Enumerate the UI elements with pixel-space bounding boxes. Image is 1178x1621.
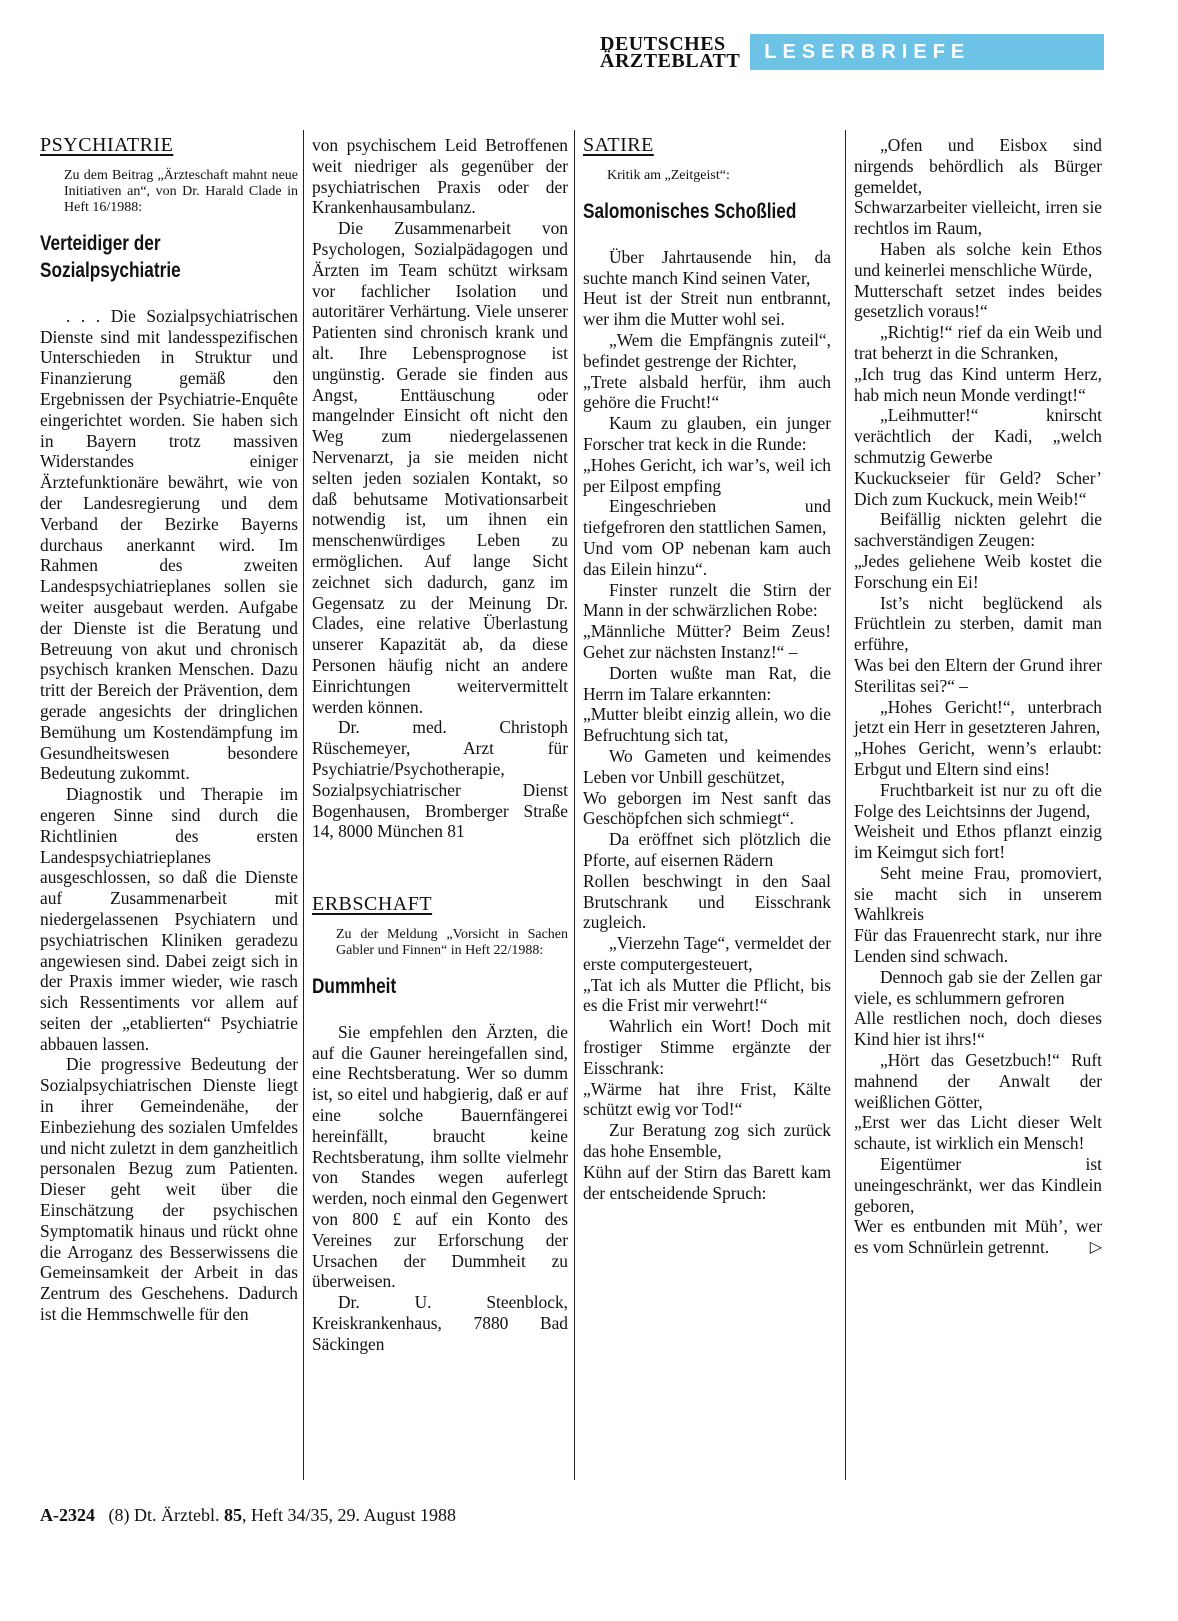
article-headline: Salomonisches Schoßlied — [583, 199, 797, 223]
logo-line-2: ÄRZTEBLATT — [600, 50, 741, 72]
article-reference: Kritik am „Zeitgeist“: — [607, 167, 730, 183]
verse-line: Wo geborgen im Nest sanft das Geschöpfchen sich schmiegt“. — [583, 787, 831, 829]
rubric-satire: SATIRE — [583, 134, 654, 156]
verse-line: „Ich trug das Kind unterm Herz, hab mich neun Monde verdingt!“ — [854, 363, 1102, 405]
paragraph: Sie empfehlen den Ärzten, die auf die Gauner hereingefallen sind, eine Rechtsberatung. Wer so dumm ist, so eitel und habgierig, daß er auf eine solche Bauernfängerei hereinfällt, braucht keine Rechtsberatung, ihm sollte vielmehr von Standes wegen auferlegt werden, noch einmal den Gegenwert von 800 £ auf ein Konto des Vereines zur Erforschung der Ursachen der Dummheit zu überweisen. — [312, 1021, 568, 1292]
issue-date: , Heft 34/35, 29. August 1988 — [241, 1505, 456, 1525]
verse-line: „Wärme hat ihre Frist, Kälte schützt ewig vor Tod!“ — [583, 1078, 831, 1120]
verse-line: Und vom OP nebenan kam auch das Eilein hinzu“. — [583, 537, 831, 579]
verse-line: „Hohes Gericht!“, unterbrach jetzt ein Herr in gesetzteren Jahren, — [854, 696, 1102, 738]
paragraph: Die Zusammenarbeit von Psychologen, Sozialpädagogen und Ärzten im Team schützt wirksam vor fachlicher Isolation und autoritärer Verhärtung. Viele unserer Patienten sind chronisch krank und alt. Ihre Lebensprognose ist ungünstig. Gerade sie finden aus Angst, Enttäuschung oder mangelnder Einsicht oft nicht den Weg zum niedergelassenen Nervenarzt, ja sie meiden nicht selten jeden sozialen Kontakt, so daß behutsame Motivationsarbeit notwendig ist, um ihnen ein menschenwürdiges Leben zu ermöglichen. Auf lange Sicht zeichnet sich dadurch, ganz im Gegensatz zu der Meinung Dr. Clades, eine relative Überlastung unserer Kapazität ab, da diese Personen häufig nicht an andere Einrichtungen weitervermittelt werden können. — [312, 218, 568, 717]
journal-logo — [600, 34, 740, 70]
signature: Dr. med. Christoph Rüschemeyer, Arzt für Psychiatrie/Psychotherapie, Sozialpsychiatrischer Dienst Bogenhausen, Bromberger Straße 14, 8000 München 81 — [312, 717, 568, 842]
journal-citation: (8) Dt. Ärztebl. — [108, 1505, 220, 1525]
verse-line: Dorten wußte man Rat, die Herrn im Talare erkannten: — [583, 662, 831, 704]
page-number: A-2324 — [40, 1505, 95, 1525]
verse-line: Eingeschrieben und tiefgefroren den stattlichen Samen, — [583, 496, 831, 538]
verse-line: Kuckuckseier für Geld? Scher’ Dich zum Kuckuck, mein Weib!“ — [854, 467, 1102, 509]
verse-line: Rollen beschwingt in den Saal Brutschrank und Eisschrank zugleich. — [583, 870, 831, 933]
verse-line — [854, 1216, 1102, 1258]
article-headline: Verteidiger der Sozialpsychiatrie — [40, 231, 181, 282]
verse-line: Über Jahrtausende hin, da suchte manch Kind seinen Vater, — [583, 246, 831, 288]
column-2 — [312, 135, 568, 1355]
verse-line: „Vierzehn Tage“, vermeldet der erste computergesteuert, — [583, 933, 831, 974]
verse-line: Zur Beratung zog sich zurück das hohe Ensemble, — [583, 1120, 831, 1162]
verse-line: Seht meine Frau, promoviert, sie macht sich in unserem Wahlkreis — [854, 862, 1102, 925]
verse-line: „Mutter bleibt einzig allein, wo die Befruchtung sich tat, — [583, 704, 831, 746]
verse-line: „Wem die Empfängnis zuteil“, befindet gestrenge der Richter, — [583, 329, 831, 371]
column-1 — [40, 135, 298, 1325]
page-footer — [40, 1505, 456, 1526]
column-rule — [574, 130, 575, 1480]
verse-line: „Jedes geliehene Weib kostet die Forschung ein Ei! — [854, 550, 1102, 592]
verse-line: Eigentümer ist uneingeschränkt, wer das Kindlein geboren, — [854, 1154, 1102, 1216]
verse-line: Für das Frauenrecht stark, nur ihre Lenden sind schwach. — [854, 925, 1102, 967]
article-reference: Zu der Meldung „Vorsicht in Sachen Gabler und Finnen“ in Heft 22/1988: — [336, 926, 568, 958]
signature: Dr. U. Steenblock, Kreiskrankenhaus, 7880 Bad Säckingen — [312, 1292, 568, 1354]
verse-line: Haben als solche kein Ethos und keinerlei menschliche Würde, — [854, 238, 1102, 280]
volume-number: 85 — [223, 1505, 242, 1525]
column-rule — [303, 130, 304, 1480]
column-3 — [583, 135, 831, 1203]
verse-line: Heut ist der Streit nun entbrannt, wer ihm die Mutter wohl sei. — [583, 288, 831, 330]
article-reference: Zu dem Beitrag „Ärzteschaft mahnt neue Initiativen an“, von Dr. Harald Clade in Heft 16/1988: — [64, 167, 298, 215]
logo-line-1: DEUTSCHES — [600, 33, 726, 55]
verse-line: Kaum zu glauben, ein junger Forscher trat keck in die Runde: — [583, 413, 831, 454]
verse-line: „Erst wer das Licht dieser Welt schaute, ist wirklich ein Mensch! — [854, 1112, 1102, 1154]
verse-line: Alle restlichen noch, doch dieses Kind hier ist ihrs!“ — [854, 1008, 1102, 1050]
verse-line: Finster runzelt die Stirn der Mann in der schwärzlichen Robe: — [583, 579, 831, 621]
verse-line: „Tat ich als Mutter die Pflicht, bis es die Frist mir verwehrt!“ — [583, 974, 831, 1016]
verse-text: Wer es entbunden mit Müh’, wer es vom Schnürlein getrennt. — [854, 1216, 1102, 1258]
verse-line: Dennoch gab sie der Zellen gar viele, es schlummern gefroren — [854, 966, 1102, 1008]
verse-line: „Richtig!“ rief da ein Weib und trat beherzt in die Schranken, — [854, 322, 1102, 363]
rubric-erbschaft: ERBSCHAFT — [312, 893, 433, 916]
paragraph: von psychischem Leid Betroffenen weit niedriger als gegenüber der psychiatrischen Praxis oder der Krankenhausambulanz. — [312, 135, 568, 218]
verse-line: Da eröffnet sich plötzlich die Pforte, auf eisernen Rädern — [583, 829, 831, 870]
verse-line: „Männliche Mütter? Beim Zeus! Gehet zur nächsten Instanz!“ – — [583, 621, 831, 662]
verse-line: Weisheit und Ethos pflanzt einzig im Keimgut sich fort! — [854, 821, 1102, 863]
verse-line: „Trete alsbald herfür, ihm auch gehöre die Frucht!“ — [583, 371, 831, 413]
verse-line: Ist’s nicht beglückend als Früchtlein zu sterben, damit man erführe, — [854, 592, 1102, 655]
verse-line: Wahrlich ein Wort! Doch mit frostiger Stimme ergänzte der Eisschrank: — [583, 1016, 831, 1078]
article-headline: Dummheit — [312, 974, 397, 998]
rubric-psychiatrie: PSYCHIATRIE — [40, 134, 174, 156]
verse-line: Kühn auf der Stirn das Barett kam der entscheidende Spruch: — [583, 1161, 831, 1203]
paragraph: Die progressive Bedeutung der Sozialpsychiatrischen Dienste liegt in ihrer Gemeindenähe, der Einbeziehung des sozialen Umfeldes und nicht zuletzt in dem ganzheitlich personalen Bezug zum Patienten. Dieser geht weit über die Einschätzung der psychischen Symptomatik hinaus und rückt ohne die Arroganz des Besserwissens die Gemeinsamkeit der Arbeit in das Zentrum des Geschehens. Dadurch ist die Hemmschwelle für den — [40, 1054, 298, 1325]
section-band: LESERBRIEFE — [750, 34, 1104, 70]
verse-line: „Hört das Gesetzbuch!“ Ruft mahnend der Anwalt der weißlichen Götter, — [854, 1050, 1102, 1112]
verse-line: Beifällig nickten gelehrt die sachverständigen Zeugen: — [854, 509, 1102, 551]
continue-arrow-icon: ▷ — [1089, 1237, 1102, 1257]
verse-line: Fruchtbarkeit ist nur zu oft die Folge des Leichtsinns der Jugend, — [854, 779, 1102, 821]
paragraph: . . . Die Sozialpsychiatrischen Dienste sind mit landesspezifischen Unterschieden in Struktur und Finanzierung gemäß den Ergebnissen der Psychiatrie-Enquête eingerichtet worden. Sie haben sich in Bayern trotz massiven Widerstandes einiger Ärztefunktionäre bewährt, wie von der Landesregierung und dem Verband der Bezirke Bayerns durchaus anerkannt wird. Im Rahmen des zweiten Landespsychiatrieplanes sollen sie weiter ausgebaut werden. Aufgabe der Dienste ist die Beratung und Betreuung von akut und chronisch psychisch kranken Menschen. Dazu tritt der Bereich der Prävention, dem gerade angesichts der dringlichen Bemühung um Kostendämpfung im Gesundheitswesen besondere Bedeutung zukommt. — [40, 305, 298, 784]
paragraph: Diagnostik und Therapie im engeren Sinne sind durch die Richtlinien des ersten Landespsychiatrieplanes ausgeschlossen, so daß die Dienste auf Zusammenarbeit mit niedergelassenen Psychiatern und psychiatrischen Kliniken geradezu angewiesen sind. Dabei zeigt sich in der Praxis immer wieder, wie rasch sich Ressentiments vor allem auf seiten der „etablierten“ Psychiatrie abbauen lassen. — [40, 784, 298, 1054]
verse-line: „Ofen und Eisbox sind nirgends behördlich als Bürger gemeldet, — [854, 135, 1102, 197]
column-4 — [854, 135, 1102, 1258]
verse-line: Wo Gameten und keimendes Leben vor Unbill geschützet, — [583, 745, 831, 787]
verse-line: Was bei den Eltern der Grund ihrer Sterilitas sei?“ – — [854, 654, 1102, 696]
column-rule — [845, 130, 846, 1480]
verse-line: „Hohes Gericht, ich war’s, weil ich per Eilpost empfing — [583, 454, 831, 496]
masthead — [600, 34, 1104, 70]
verse-line: „Leihmutter!“ knirscht verächtlich der Kadi, „welch schmutzig Gewerbe — [854, 405, 1102, 467]
verse-line: „Hohes Gericht, wenn’s erlaubt: Erbgut und Eltern sind eins! — [854, 738, 1102, 779]
verse-line: Mutterschaft setzet indes beides gesetzlich voraus!“ — [854, 280, 1102, 322]
verse-line: Schwarzarbeiter vielleicht, irren sie rechtlos im Raum, — [854, 197, 1102, 239]
